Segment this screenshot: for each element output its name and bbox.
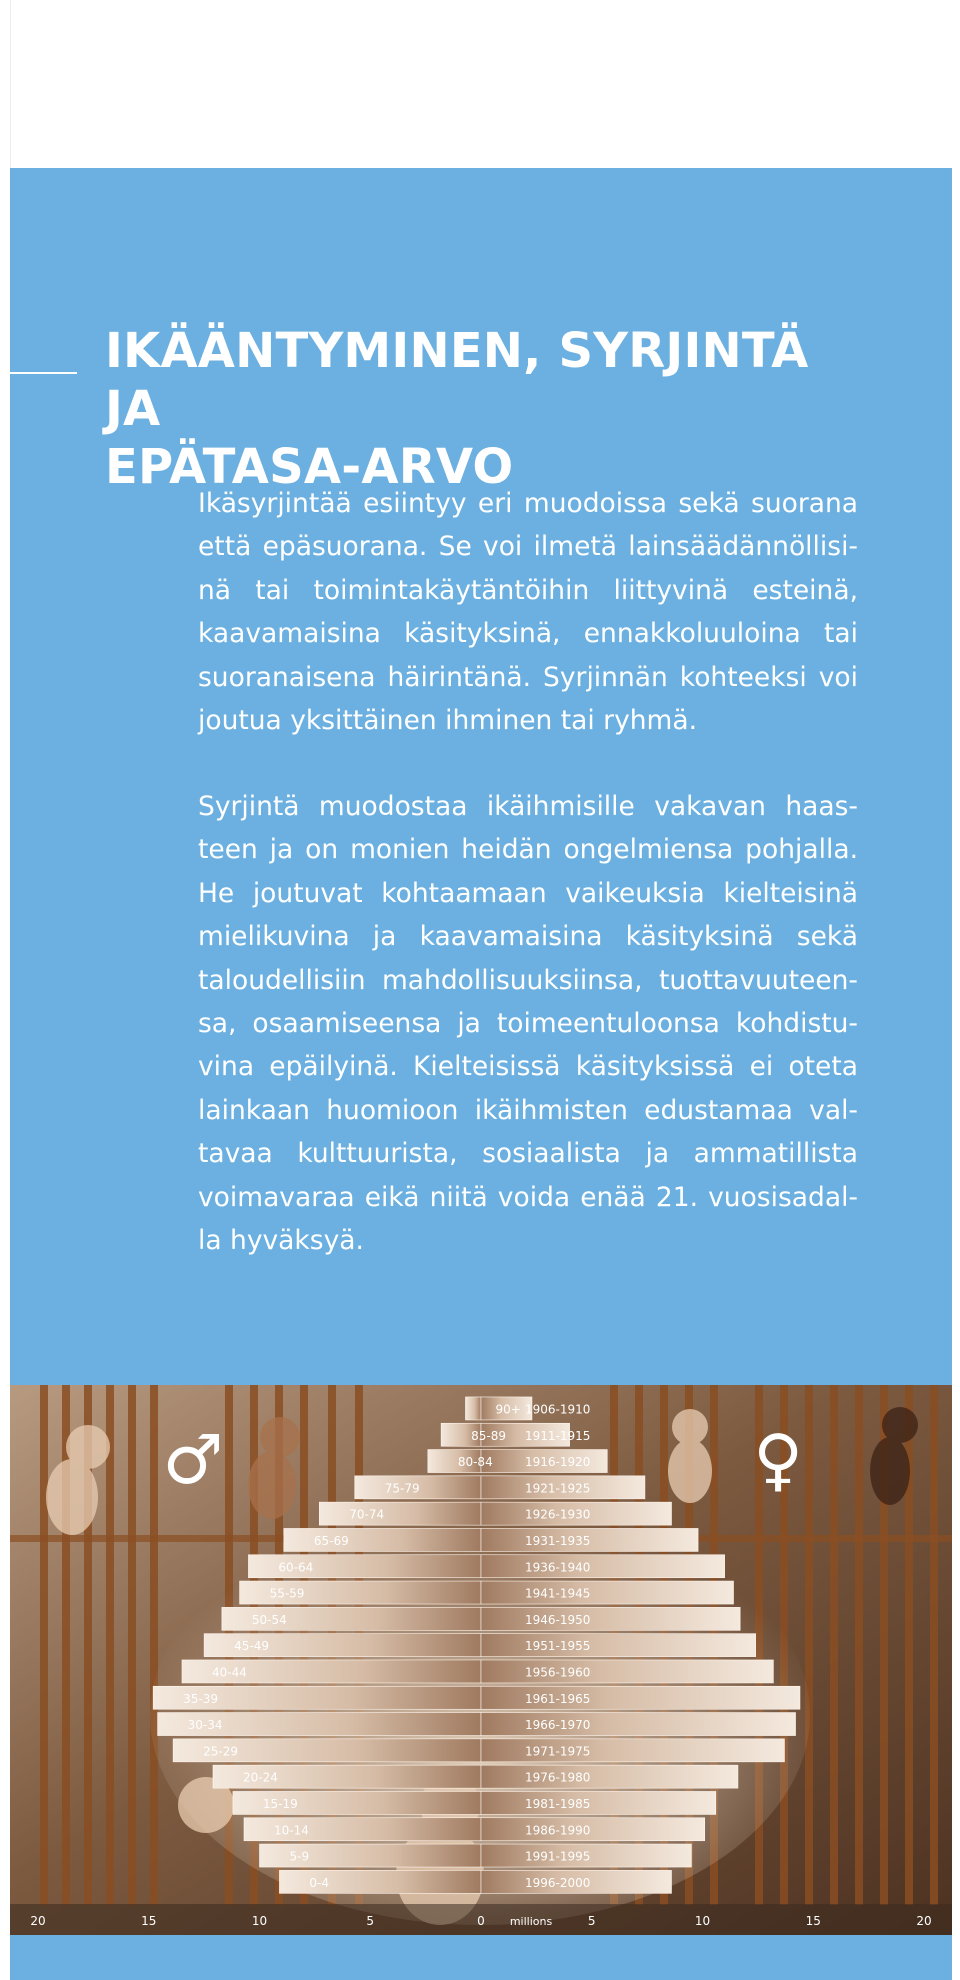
age-group-label: 75-79: [384, 1481, 420, 1496]
paragraph-2: [198, 785, 858, 1262]
birth-years-label: 1966-1970: [525, 1718, 591, 1733]
birth-years-label: 1936-1940: [525, 1560, 591, 1575]
age-group-label: 10-14: [273, 1823, 309, 1838]
birth-years-label: 1996-2000: [525, 1875, 591, 1890]
paragraph-1-line: joutua yksittäinen ihminen tai ryhmä.: [198, 705, 698, 737]
male-symbol-icon: ♂: [162, 1421, 224, 1500]
female-bar: [481, 1607, 740, 1630]
birth-years-label: 1916-1920: [525, 1455, 591, 1470]
paragraph-1-line: että epäsuorana. Se voi ilmetä lainsäädännöllisi-: [198, 531, 858, 563]
age-group-label: 60-64: [278, 1560, 314, 1575]
paragraph-2-line: sa, osaamiseensa ja toimeentuloonsa kohdistu-: [198, 1008, 858, 1040]
page-title: [105, 322, 865, 496]
age-group-label: 85-89: [471, 1428, 507, 1443]
birth-years-label: 1981-1985: [525, 1796, 591, 1811]
birth-years-label: 1956-1960: [525, 1665, 591, 1680]
x-axis-unit-label: millions: [509, 1915, 553, 1928]
crib-bar: [150, 1385, 158, 1905]
paragraph-2-line: vina epäilyinä. Kielteisissä käsityksissä ei oteta: [198, 1051, 858, 1083]
age-group-label: 25-29: [203, 1744, 238, 1759]
birth-years-label: 1986-1990: [525, 1823, 591, 1838]
crib-bar: [106, 1385, 114, 1905]
baby-top-right-body: [668, 1439, 712, 1503]
baby-top-center: [260, 1417, 300, 1457]
crib-bar: [930, 1385, 938, 1905]
x-tick-label: 15: [141, 1914, 157, 1928]
population-pyramid-figure: [10, 1385, 952, 1935]
paragraph-1: [198, 482, 858, 742]
age-group-label: 50-54: [251, 1612, 287, 1627]
age-group-label: 90+: [495, 1402, 521, 1417]
birth-years-label: 1991-1995: [525, 1849, 591, 1864]
female-bar: [481, 1818, 705, 1841]
age-group-label: 45-49: [234, 1639, 269, 1654]
paragraph-2-line: voimavaraa eikä niitä voida enää 21. vuosisadal-: [198, 1181, 858, 1213]
age-group-label: 5-9: [289, 1849, 310, 1864]
heading-dash: [10, 372, 77, 374]
female-bar: [481, 1765, 738, 1788]
birth-years-label: 1976-1980: [525, 1770, 591, 1785]
crib-bar: [40, 1385, 48, 1905]
age-group-label: 30-34: [187, 1718, 223, 1733]
male-bar: [319, 1502, 481, 1525]
paragraph-1-line: nä tai toimintakäytäntöihin liittyvinä esteinä,: [198, 574, 858, 606]
crib-bar: [855, 1385, 863, 1905]
crib-bar: [830, 1385, 838, 1905]
female-symbol-icon: ♀: [753, 1421, 803, 1500]
x-tick-label: 20: [916, 1914, 932, 1928]
age-group-label: 0-4: [309, 1875, 330, 1890]
paragraph-1-line: suoranaisena häirintänä. Syrjinnän kohteeksi voi: [198, 661, 858, 693]
page-title-line-2: EPÄTASA-ARVO: [105, 439, 514, 495]
birth-years-label: 1906-1910: [525, 1402, 591, 1417]
birth-years-label: 1951-1955: [525, 1639, 591, 1654]
male-bar: [465, 1397, 481, 1420]
paragraph-2-line: lainkaan huomioon ikäihmisten edustamaa val-: [198, 1094, 858, 1126]
birth-years-label: 1946-1950: [525, 1612, 591, 1627]
female-bar: [481, 1634, 756, 1657]
age-group-label: 70-74: [349, 1507, 385, 1522]
x-tick-label: 15: [805, 1914, 821, 1928]
age-group-label: 20-24: [242, 1770, 278, 1785]
paragraph-2-line: He joutuvat kohtaamaan vaikeuksia kielteisinä: [198, 877, 858, 909]
female-bar: [481, 1581, 734, 1604]
paragraph-1-line: kaavamaisina käsityksinä, ennakkoluuloina tai: [198, 618, 858, 650]
paragraph-2-line: la hyväksyä.: [198, 1225, 364, 1257]
paragraph-2-line: Syrjintä muodostaa ikäihmisille vakavan haas-: [198, 791, 858, 822]
x-tick-label: 5: [366, 1914, 375, 1928]
female-bar: [481, 1555, 725, 1578]
baby-top-center-body: [248, 1451, 296, 1519]
x-tick-label: 10: [694, 1914, 711, 1928]
birth-years-label: 1931-1935: [525, 1533, 591, 1548]
birth-years-label: 1911-1915: [525, 1428, 591, 1443]
age-group-label: 35-39: [183, 1691, 219, 1706]
age-group-label: 15-19: [262, 1796, 298, 1811]
crib-bar: [805, 1385, 813, 1905]
birth-years-label: 1971-1975: [525, 1744, 591, 1759]
birth-years-label: 1921-1925: [525, 1481, 591, 1496]
paragraph-2-line: teen ja on monien heidän ongelmiensa pohjalla.: [198, 834, 858, 866]
x-tick-label: 10: [251, 1914, 268, 1928]
age-group-label: 80-84: [457, 1455, 493, 1470]
page-title-line-1: IKÄÄNTYMINEN, SYRJINTÄ JA: [105, 323, 809, 437]
paragraph-2-line: taloudellisiin mahdollisuuksiinsa, tuottavuuteen-: [198, 964, 858, 996]
age-group-label: 65-69: [313, 1533, 349, 1548]
paragraph-2-line: mielikuvina ja kaavamaisina käsityksinä sekä: [198, 921, 858, 953]
x-tick-label: 20: [30, 1914, 46, 1928]
birth-years-label: 1926-1930: [525, 1507, 591, 1522]
female-bar: [481, 1791, 716, 1814]
baby-far-right-body: [870, 1437, 910, 1505]
paragraph-2-line: tavaa kulttuurista, sosiaalista ja ammatillista: [198, 1138, 858, 1170]
crib-bar: [128, 1385, 136, 1905]
age-group-label: 55-59: [269, 1586, 305, 1601]
x-tick-label: 0: [477, 1914, 485, 1928]
x-tick-label: 5: [587, 1914, 596, 1928]
paragraph-1-line: Ikäsyrjintää esiintyy eri muodoissa sekä suorana: [198, 488, 858, 519]
birth-years-label: 1941-1945: [525, 1586, 591, 1601]
baby-top-left-body: [46, 1459, 98, 1535]
birth-years-label: 1961-1965: [525, 1691, 591, 1706]
age-group-label: 40-44: [211, 1665, 247, 1680]
